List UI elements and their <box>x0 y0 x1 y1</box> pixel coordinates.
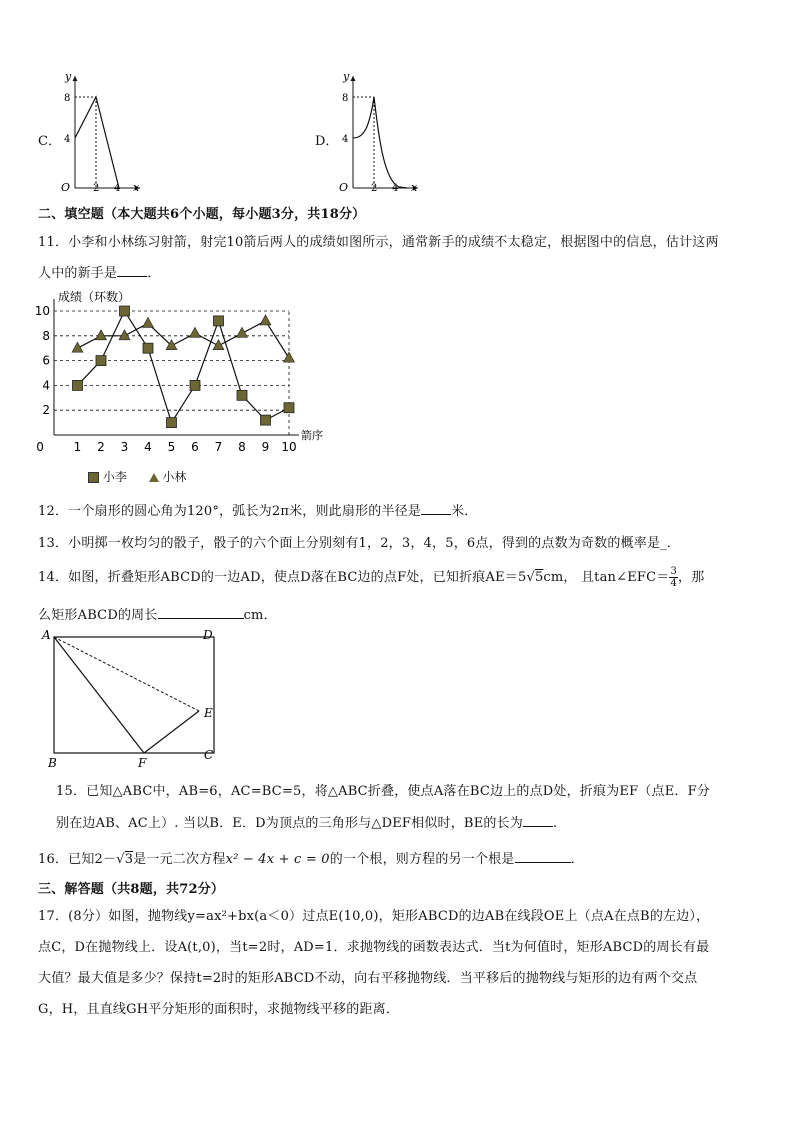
series-1-point <box>72 342 83 352</box>
chart-xlabel: 箭序 <box>301 429 323 442</box>
series-1-point <box>260 315 271 325</box>
label-e: E <box>204 706 213 720</box>
series-1-point <box>284 352 295 362</box>
chart-y-tick-label: 10 <box>34 304 50 318</box>
series-0-point <box>190 380 200 390</box>
graph-d-y-label: y <box>343 70 350 83</box>
series-line-1 <box>78 321 290 358</box>
q17-line4: G，H，且直线GH平分矩形的面积时，求抛物线平移的距离． <box>38 1002 400 1017</box>
option-d-label: D． <box>315 134 339 149</box>
q16-pre: 16．已知 <box>38 852 95 867</box>
chart-x-tick-label: 4 <box>144 440 152 454</box>
graph-c-x-label: x <box>133 181 140 194</box>
series-1-point <box>213 340 224 350</box>
series-1-point <box>237 327 248 337</box>
q16-mid: 是一元二次方程 <box>133 852 226 867</box>
graph-c-tick-8: 8 <box>64 93 71 104</box>
legend-triangle-icon <box>149 473 159 482</box>
series-0-point <box>237 390 247 400</box>
series-0-point <box>73 380 83 390</box>
rect-abcd <box>54 637 214 753</box>
graph-d-x-label: x <box>411 181 418 194</box>
q15-line1: 15．已知△ABC中，AB=6，AC=BC=5，将△ABC折叠，使点A落在BC边上的点D处，折痕为EF（点E．F分 <box>56 784 711 799</box>
q17-line3: 大值？最大值是多少？保持t=2时的矩形ABCD不动，向右平移抛物线．当平移后的抛物线与矩形的边有两个交点 <box>38 971 698 986</box>
series-1-point <box>143 317 154 327</box>
chart-x-tick-label: 10 <box>281 440 297 454</box>
q12-answer-blank[interactable] <box>421 502 451 515</box>
graph-c-origin: O <box>61 181 71 194</box>
chart-x-tick-label: 5 <box>167 440 176 454</box>
label-b: B <box>48 756 57 770</box>
q14-line1-c: ，那 <box>678 570 705 585</box>
section2-heading: 二、填空题（本大题共6个小题，每小题3分，共18分） <box>38 207 366 222</box>
legend-square-icon <box>88 472 99 483</box>
graph-d-tick-x2: 2 <box>371 183 378 194</box>
q14-line2 <box>38 604 277 623</box>
graph-c-tick-x4: 4 <box>114 183 121 194</box>
chart-title: 成绩（环数） <box>58 290 131 304</box>
series-0-point <box>96 356 106 366</box>
q16-post: ． <box>570 852 584 867</box>
label-a: A <box>42 628 51 642</box>
graph-c-tick-4: 4 <box>64 134 71 145</box>
q12-text <box>38 500 477 519</box>
q11-line2-post: ． <box>147 266 161 281</box>
graph-d-curve <box>353 97 407 188</box>
series-0-point <box>214 316 224 326</box>
legend-series-1: 小林 <box>162 470 187 484</box>
q11-line2 <box>38 262 160 281</box>
label-f: F <box>138 756 147 770</box>
chart-y-tick-label: 4 <box>42 378 50 393</box>
q11-line2-pre: 人中的新手是 <box>38 266 118 281</box>
series-0-point <box>143 343 153 353</box>
series-0-point <box>284 403 294 413</box>
series-1-point <box>96 330 107 340</box>
series-1-point <box>119 330 130 340</box>
q16-answer-blank[interactable] <box>515 850 571 863</box>
q14-answer-blank[interactable] <box>158 606 244 619</box>
q16-text <box>38 848 584 867</box>
q15-line2-post: . <box>552 816 558 831</box>
chart-x-tick-label: 2 <box>97 440 105 454</box>
q14-line1-a: 14．如图，折叠矩形ABCD的一边AD，使点D落在BC边的点F处，已知折痕AE＝5 <box>38 570 527 585</box>
series-0-point <box>261 415 271 425</box>
series-line-0 <box>78 311 290 423</box>
graph-c <box>55 70 150 195</box>
chart-ticks <box>35 304 297 454</box>
chart-legend <box>88 468 186 485</box>
q14-line1 <box>38 566 704 589</box>
q14-line2-pre: 么矩形ABCD的周长 <box>38 608 158 623</box>
section3-heading: 三、解答题（共8题，共72分） <box>38 882 225 897</box>
q17-line2: 点C，D在抛物线上．设A(t,0)，当t=2时，AD=1．求抛物线的函数表达式．当t为何值时，矩形ABCD的周长有最 <box>38 940 710 955</box>
label-d: D <box>203 628 213 642</box>
segment-af <box>54 637 144 753</box>
q14-rectangle-figure <box>38 625 223 770</box>
q16-root: 2－√3 <box>94 852 134 867</box>
graph-c-curve <box>75 97 119 188</box>
q16-equation: x² − 4x + c = 0 <box>225 852 330 867</box>
graph-d <box>333 70 428 195</box>
series-0-point <box>167 418 177 428</box>
graph-d-tick-4: 4 <box>342 134 349 145</box>
graph-d-tick-8: 8 <box>342 93 349 104</box>
chart-y-tick-label: 6 <box>42 353 50 368</box>
chart-y-tick-label: 2 <box>42 403 50 418</box>
chart-x-tick-label: 6 <box>191 440 199 454</box>
q14-sqrt: √5 <box>526 570 544 585</box>
series-0-point <box>120 306 130 316</box>
label-c: C <box>204 748 214 762</box>
graph-c-tick-x2: 2 <box>93 183 100 194</box>
q11-answer-blank[interactable] <box>117 264 147 277</box>
q13-answer-blank[interactable]: _． <box>660 536 681 551</box>
chart-x-tick-label: 0 <box>36 440 44 454</box>
q12-text-pre: 12．一个扇形的圆心角为120°，弧长为2π米，则此扇形的半径是 <box>38 504 422 519</box>
graph-d-origin: O <box>339 181 349 194</box>
q11-line1: 11．小李和小林练习射箭，射完10箭后两人的成绩如图所示，通常新手的成绩不太稳定，根据图中的信息，估计这两 <box>38 235 719 250</box>
chart-x-tick-label: 3 <box>120 440 129 454</box>
q17-line1: 17．(8分）如图，抛物线y=ax²+bx(a＜0）过点E(10,0)，矩形ABCD的边AB在线段OE上（点A在点B的左边）， <box>38 909 710 924</box>
option-c-label: C． <box>38 134 61 149</box>
q14-line2-post: cm． <box>243 608 277 623</box>
q13-text-main: 13．小明掷一枚均匀的骰子，骰子的六个面上分别刻有1，2，3，4，5，6点，得到的点数为奇数的概率是 <box>38 536 661 551</box>
q14-fraction: $\frac{3}{4}$ <box>670 566 678 589</box>
q15-answer-blank[interactable] <box>523 814 553 827</box>
series-1-point <box>190 327 201 337</box>
chart-axes <box>54 289 323 442</box>
series-1-point <box>166 340 177 350</box>
chart-x-tick-label: 7 <box>214 440 223 454</box>
q11-score-chart <box>34 285 350 485</box>
q16-post-pre: 的一个根，则方程的另一个根是 <box>329 852 515 867</box>
q15-line2 <box>56 812 557 831</box>
graph-d-tick-x4: 4 <box>392 183 399 194</box>
q14-line1-b: cm， 且tan∠EFC＝ <box>543 570 670 585</box>
graph-c-y-label: y <box>65 70 72 83</box>
chart-x-tick-label: 8 <box>238 440 246 454</box>
q13-text <box>38 532 680 551</box>
chart-x-tick-label: 1 <box>73 440 82 454</box>
legend-series-0: 小李 <box>102 470 127 484</box>
chart-x-tick-label: 9 <box>261 440 270 454</box>
chart-y-tick-label: 8 <box>42 328 50 343</box>
chart-series <box>72 306 295 428</box>
q15-line2-pre: 别在边AB、AC上）. 当以B．E．D为顶点的三角形与△DEF相似时，BE的长为 <box>56 816 523 831</box>
segment-fe <box>144 711 199 753</box>
q12-text-post: 米． <box>451 504 478 519</box>
fold-line-ae <box>54 637 199 711</box>
